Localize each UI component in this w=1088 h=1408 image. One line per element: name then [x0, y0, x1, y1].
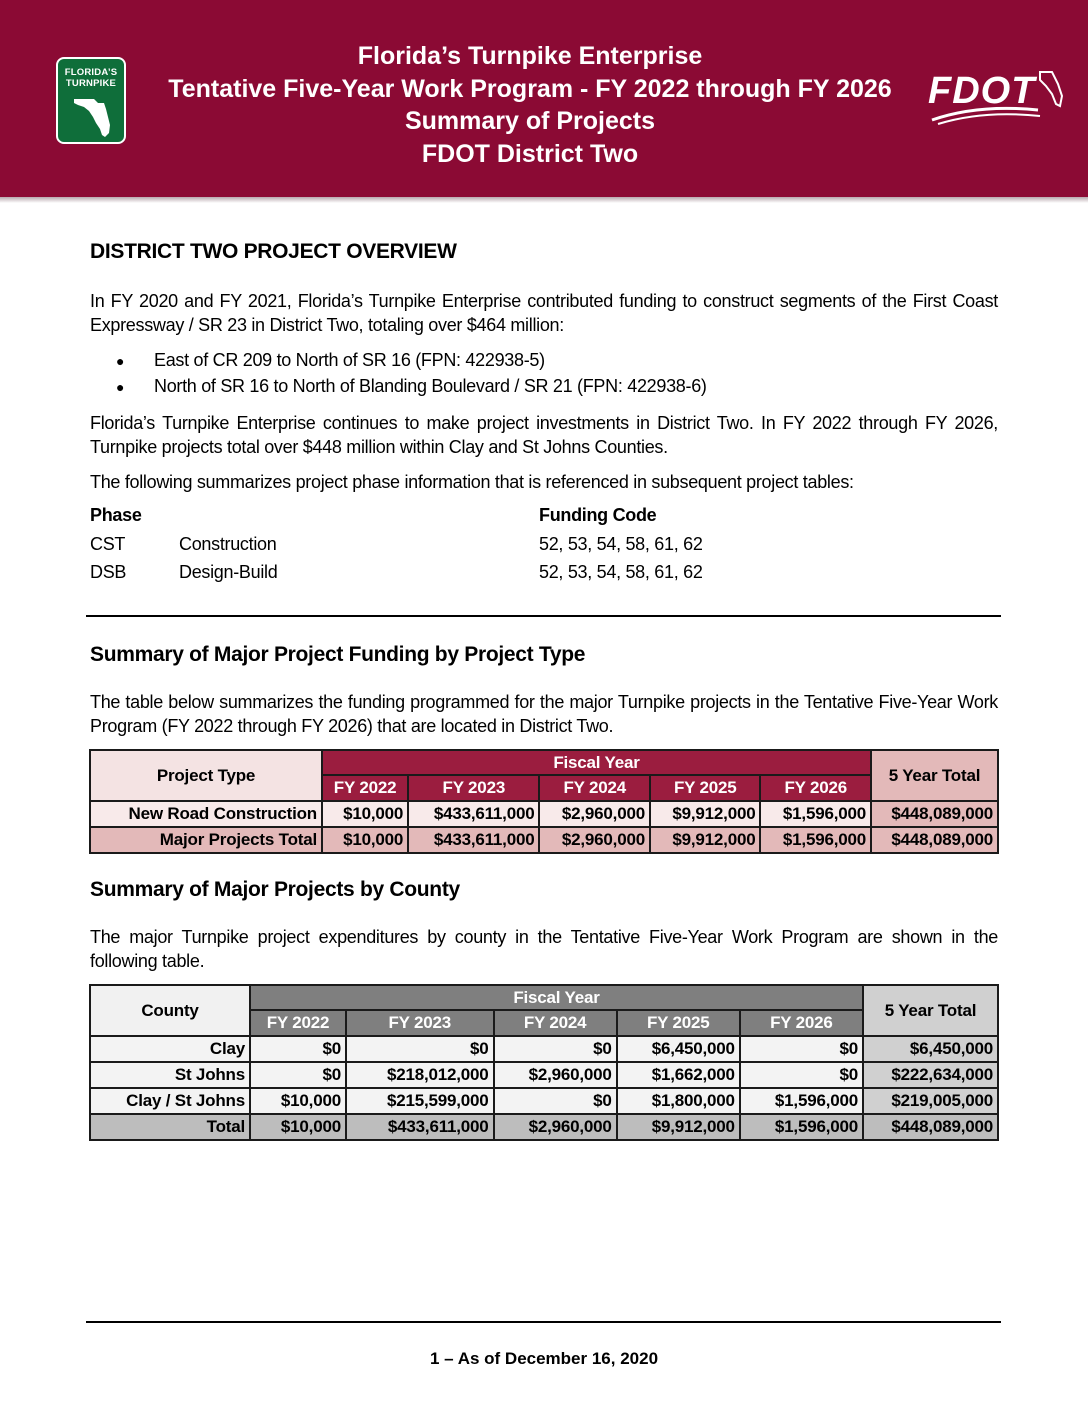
- county-table: [89, 984, 999, 1141]
- overview-heading: DISTRICT TWO PROJECT OVERVIEW: [90, 240, 457, 263]
- row-label: New Road Construction: [90, 801, 322, 827]
- bullet-dot-icon: ●: [116, 353, 125, 369]
- florida-turnpike-logo: [56, 57, 126, 144]
- phase-funding: 52, 53, 54, 58, 61, 62: [539, 562, 703, 582]
- overview-bullet-1: [116, 350, 545, 371]
- county-heading: Summary of Major Projects by County: [90, 878, 460, 901]
- cell-value: $9,912,000: [650, 827, 761, 853]
- cell-total: $219,005,000: [863, 1088, 998, 1114]
- table-header-fy-2026: FY 2026: [740, 1010, 863, 1036]
- row-label: Major Projects Total: [90, 827, 322, 853]
- header-shadow: [0, 197, 1088, 203]
- table-header-fy-2023: FY 2023: [408, 775, 539, 801]
- logo-left-line-1: FLORIDA’S: [64, 67, 118, 78]
- florida-map-icon: [72, 95, 114, 139]
- cell-value: $1,596,000: [760, 801, 871, 827]
- cell-value: $10,000: [250, 1088, 346, 1114]
- cell-total: $222,634,000: [863, 1062, 998, 1088]
- cell-value: $10,000: [322, 827, 408, 853]
- table-row: [90, 1062, 998, 1088]
- cell-value: $0: [740, 1036, 863, 1062]
- bullet-text: North of SR 16 to North of Blanding Boulevard / SR 21 (FPN: 422938-6): [154, 376, 707, 396]
- cell-value: $0: [250, 1036, 346, 1062]
- table-header-fy-2024: FY 2024: [539, 775, 650, 801]
- cell-value: $433,611,000: [346, 1114, 494, 1140]
- section-divider: [86, 615, 1001, 617]
- table-header-fy-2026: FY 2026: [760, 775, 871, 801]
- table-header-fiscal-year: Fiscal Year: [322, 750, 871, 775]
- table-header-fy-2022: FY 2022: [250, 1010, 346, 1036]
- overview-bullet-2: [116, 376, 707, 397]
- cell-value: $433,611,000: [408, 801, 539, 827]
- phase-header-label: Phase: [90, 505, 142, 525]
- phase-name: Design-Build: [179, 562, 278, 582]
- table-row: [90, 1088, 998, 1114]
- title-line-4: FDOT District Two: [421, 139, 639, 168]
- cell-value: $1,662,000: [617, 1062, 740, 1088]
- cell-total: $448,089,000: [871, 801, 998, 827]
- project-type-heading: Summary of Major Project Funding by Project Type: [90, 643, 586, 666]
- county-intro: The major Turnpike project expenditures by county in the Tentative Five-Year Work Program are shown in the following table.: [90, 927, 998, 971]
- cell-value: $0: [494, 1036, 617, 1062]
- table-row: [90, 801, 998, 827]
- page-header-band: [0, 0, 1088, 197]
- bullet-text: East of CR 209 to North of SR 16 (FPN: 422938-5): [154, 350, 545, 370]
- table-header-project-type: Project Type: [90, 750, 322, 801]
- title-line-1: Florida’s Turnpike Enterprise: [357, 42, 703, 70]
- cell-total: $448,089,000: [871, 827, 998, 853]
- project-type-table: [89, 749, 999, 854]
- cell-value: $2,960,000: [494, 1114, 617, 1140]
- cell-value: $2,960,000: [494, 1062, 617, 1088]
- cell-value: $0: [494, 1088, 617, 1114]
- cell-value: $1,800,000: [617, 1088, 740, 1114]
- cell-value: $10,000: [322, 801, 408, 827]
- row-label: Clay: [90, 1036, 250, 1062]
- cell-total: $448,089,000: [863, 1114, 998, 1140]
- cell-value: $9,912,000: [650, 801, 761, 827]
- table-header-five-year-total: 5 Year Total: [871, 750, 998, 801]
- fdot-logo: [928, 64, 1068, 128]
- page-footer: 1 – As of December 16, 2020: [429, 1349, 659, 1368]
- footer-divider: [86, 1321, 1001, 1323]
- row-label: Clay / St Johns: [90, 1088, 250, 1114]
- table-row: [90, 1036, 998, 1062]
- table-header-fy-2023: FY 2023: [346, 1010, 494, 1036]
- cell-value: $218,012,000: [346, 1062, 494, 1088]
- phase-code: DSB: [90, 562, 127, 582]
- cell-value: $0: [250, 1062, 346, 1088]
- cell-value: $9,912,000: [617, 1114, 740, 1140]
- cell-value: $0: [740, 1062, 863, 1088]
- cell-value: $6,450,000: [617, 1036, 740, 1062]
- row-label: St Johns: [90, 1062, 250, 1088]
- table-row-total: [90, 1114, 998, 1140]
- cell-value: $433,611,000: [408, 827, 539, 853]
- cell-value: $2,960,000: [539, 827, 650, 853]
- table-header-fy-2024: FY 2024: [494, 1010, 617, 1036]
- bullet-dot-icon: ●: [116, 379, 125, 395]
- row-label: Total: [90, 1114, 250, 1140]
- cell-value: $1,596,000: [740, 1114, 863, 1140]
- phase-code: CST: [90, 534, 126, 554]
- logo-left-line-2: TURNPIKE: [65, 78, 117, 89]
- fdot-logo-text: FDOT: [928, 70, 1036, 112]
- cell-total: $6,450,000: [863, 1036, 998, 1062]
- table-header-fy-2025: FY 2025: [650, 775, 761, 801]
- table-header-county: County: [90, 985, 250, 1036]
- table-row-total: [90, 827, 998, 853]
- cell-value: $10,000: [250, 1114, 346, 1140]
- overview-paragraph-2: Florida’s Turnpike Enterprise continues to make project investments in District Two. In FY 2022 through FY 2026, Turnpike projects total over $448 million within Clay and St Johns Counties.: [90, 413, 998, 457]
- cell-value: $2,960,000: [539, 801, 650, 827]
- cell-value: $215,599,000: [346, 1088, 494, 1114]
- table-header-fy-2025: FY 2025: [617, 1010, 740, 1036]
- table-header-fy-2022: FY 2022: [322, 775, 408, 801]
- cell-value: $0: [346, 1036, 494, 1062]
- phase-name: Construction: [179, 534, 277, 554]
- table-header-five-year-total: 5 Year Total: [863, 985, 998, 1036]
- overview-paragraph-3: The following summarizes project phase information that is referenced in subsequent project tables:: [90, 472, 854, 492]
- page-title: [150, 40, 910, 170]
- project-type-intro: The table below summarizes the funding programmed for the major Turnpike projects in the Tentative Five-Year Work Program (FY 2022 through FY 2026) that are located in District Two.: [90, 692, 998, 736]
- title-line-3: Summary of Projects: [404, 107, 656, 135]
- title-line-2: Tentative Five-Year Work Program - FY 2022 through FY 2026: [168, 74, 892, 103]
- funding-code-header-label: Funding Code: [539, 505, 657, 525]
- overview-paragraph-1: In FY 2020 and FY 2021, Florida’s Turnpike Enterprise contributed funding to construct segments of the First Coast Expressway / SR 23 in District Two, totaling over $464 million:: [90, 291, 998, 335]
- table-header-fiscal-year: Fiscal Year: [250, 985, 863, 1010]
- cell-value: $1,596,000: [760, 827, 871, 853]
- cell-value: $1,596,000: [740, 1088, 863, 1114]
- phase-funding: 52, 53, 54, 58, 61, 62: [539, 534, 703, 554]
- fdot-swoosh-icon: [928, 64, 1068, 128]
